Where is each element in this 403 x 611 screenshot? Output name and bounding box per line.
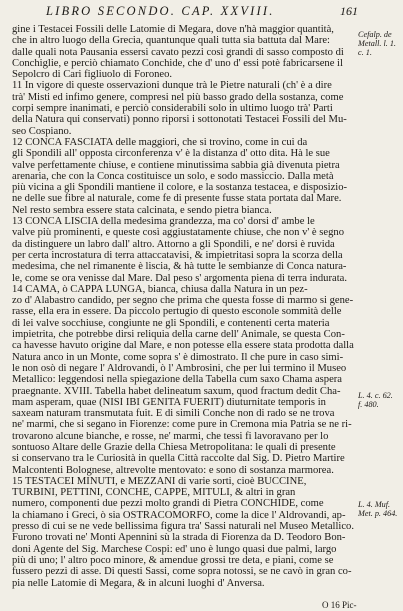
text-line: dalle quali nota Pausania essersi cavato pezzi così grandi di sasso composto di (12, 46, 344, 58)
text-line: impietrita, che potrebbe dirsi reliquia della carne dell' Animale, se questa Con- (12, 329, 345, 341)
text-line: sontuoso Altare delle Grazie della Chiesa Metropolitana: le quali di presente (12, 441, 336, 453)
text-line: presso di cui se ne vede bellissima figura tra' Sassi naturali nel Museo Metallico. (12, 521, 355, 533)
text-line: trà' Misti ed infimo genere, compresi nel più basso grado della sostanza, come (12, 91, 344, 103)
text-line: Furono trovati ne' Monti Apennini sù la strada di Fiorenza da D. Teodoro Bon- (12, 532, 346, 544)
text-line: Nel resto sembra essere stata calcinata, e sendo pietra bianca. (12, 204, 272, 216)
body-text (12, 24, 356, 589)
margin-note-cefalp (358, 30, 402, 57)
running-header (0, 4, 403, 24)
text-line: trovarono alcune bianche, e rosse, ne' marmi, che tessi fi lavoravano per lo (12, 430, 329, 442)
text-line: che in altro luogo della Grecia, quantunque quali tutta sia battuta dal Mare: (12, 35, 330, 47)
margin-note-line: L. 4. Muf. (358, 500, 391, 509)
text-line: doni Agente del Sig. Marchese Cospi: ed' uno è lungo quasi due palmi, largo (12, 543, 337, 555)
text-line: corpi sempre inanimati, e perciò considerabili solo in ultimo luogo trà' Parti (12, 103, 333, 115)
text-line: medesima, che nel rimanente è liscia, & hà tutte le sembianze di Conca natura- (12, 261, 347, 273)
text-line: Malcontenti Bolognese, altrevolte mentovato: e sono di sostanza marmorea. (12, 464, 334, 476)
text-line: fussero pezzi di asse. Di questi Sassi, come sopra notossi, se ne cavò in gran co- (12, 566, 352, 578)
text-line: per certa incrostatura di terra attaccatavisi, & impietritasi sopra la scorza della (12, 249, 343, 261)
text-line: la chiamano i Greci, ò sia OSTRACOMORFO, come la dice l' Aldrovandi, ap- (12, 509, 346, 521)
text-line: le non osò di negare l' Aldrovandi, ò l' Ambrosini, che per lui termino il Museo (12, 362, 347, 374)
text-line: Natura anco in un Monte, come sopra s' è dimostrato. Il che pure in caso simi- (12, 351, 344, 363)
text-line: numero, componenti due pezzi molto grandi di Pietra CONCHIDE, come (12, 498, 324, 510)
margin-note-l4-c62 (358, 391, 402, 409)
text-line: ca havesse havuto origine dal Mare, e non potesse ella essere stata prodotta dalla (12, 340, 354, 352)
text-line: più di uno; l' altro poco minore, & amendue grossi tre deta, e piani, come se (12, 554, 334, 566)
text-line: mam asperam, quae (NISI IBI GENITA FUERIT) diuturnitate temporis in (12, 396, 326, 408)
margin-note-line: Cefalp. de (358, 30, 392, 39)
margin-note-line: c. 1. (358, 48, 372, 57)
text-line: 14 CAMA, ò CAPPA LUNGA, bianca, chiusa dalla Natura in un pez- (12, 283, 308, 295)
text-line: Sepolcro di Cari figliuolo di Foroneo. (12, 69, 173, 81)
text-line: di lei valve socchiuse, congiunte ne gli Spondili, e contenenti certa materia (12, 317, 330, 329)
text-line: rasse, ella era in essere. Da piccolo pertugio di questo esconole sommità delle (12, 306, 342, 318)
text-line: Conchiglie, e perciò chiamato Conchide, che d' uno d' essi potè fabricarsene il (12, 57, 343, 69)
text-line: gli Spondili all' opposta circonferenza v' è la distanza d' otto dita. Hà le sue (12, 148, 330, 160)
text-line: più vicina a gli Spondili mantiene il colore, e la sostanza testacea, e disposizio- (12, 182, 348, 194)
text-line: arenaria, che con la Conca costituisce un solo, e sodo massiccio. Dalla metà (12, 170, 334, 182)
text-line: valve perfettamente chiuse, e contiene minutissima sabbia già divenuta pietra (12, 159, 340, 171)
text-line: 15 TESTACEI MINUTI, e MEZZANI di varie sorti, cioè BUCCINE, (12, 475, 307, 487)
text-line: le, come se ora venisse dal Mare. Dal peso s' argomenta piena di terra indurata. (12, 272, 347, 284)
text-line: Metallico: leggendosi nella spiegazione della Tabella cum saxo Chama aspera (12, 374, 342, 386)
text-line: si conservano tra le Curiosità in quella Città raccolte dal Sig. D. Pietro Martire (12, 453, 345, 465)
text-line: valve più prominenti, e queste così aggiustatamente chiuse, che non v' è segno (12, 227, 344, 239)
running-title: LIBRO SECONDO. CAP. XXVIII. (46, 4, 275, 18)
margin-note-muf-met (358, 500, 402, 518)
text-line: da distinguere un labro dall' altro. Attorno a gli Spondili, e ne' dorsi è ruvida (12, 238, 335, 250)
margin-note-line: Metall. l. 1. (358, 39, 396, 48)
margin-note-line: f. 480. (358, 400, 379, 409)
page-number: 161 (340, 4, 358, 18)
text-line: 12 CONCA FASCIATA delle maggiori, che si trovino, come in cui da (12, 136, 308, 148)
text-line: zo d' Alabastro candido, per segno che prima che questa fosse di marmo si gene- (12, 295, 354, 307)
margin-note-line: Met. p. 464. (358, 509, 398, 518)
text-line: gine i Testacei Fossili delle Latomie di Megara, dove n'hà maggior quantità, (12, 24, 334, 35)
margin-note-line: L. 4. c. 62. (358, 391, 393, 400)
text-line: seo Cospiano. (12, 125, 72, 137)
text-line: ne' marmi, che si segano in Fiorenze: come pure in Cremona mia Patria se ne ri- (12, 419, 352, 431)
text-line: praegnante. XVIII. Tabella habet delineatum saxum, quod fractum dedit Cha- (12, 385, 341, 397)
catchword: O 16 Pic- (322, 600, 357, 610)
text-line: TURBINI, PETTINI, CONCHE, CAPPE, MITULI, & altri in gran (12, 487, 296, 499)
text-line: 13 CONCA LISCIA della medesima grandezza, ma co' dorsi d' ambe le (12, 216, 315, 228)
text-line: ne delle sue fibre al naturale, come fe di presente fusse stata portata dal Mare. (12, 193, 342, 205)
text-line: pia nelle Latomie di Megara, & in alcuni luoghi d' Anversa. (12, 577, 265, 589)
text-line: della Natura qui conservati) ponno riporsi i sottonotati Testacei Fossili del Mu- (12, 114, 347, 126)
text-line: 11 In vigore di queste osservazioni dunque trà le Pietre naturali (ch' è a dire (12, 80, 332, 92)
text-line: saxeam naturam transmutata fuit. E di simili Conche non di rado se ne trova (12, 408, 335, 420)
